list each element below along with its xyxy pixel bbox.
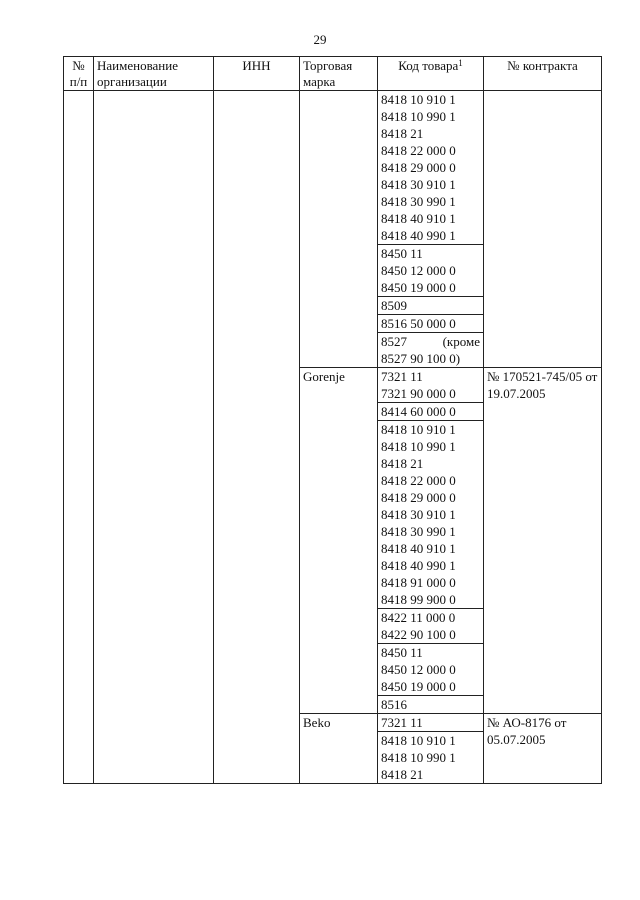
product-code: 8418 30 990 1 xyxy=(381,524,456,539)
code-group xyxy=(378,714,483,732)
product-code: 8418 21 xyxy=(381,456,424,471)
product-code: 8450 12 000 0 xyxy=(381,263,456,278)
header-contract: № контракта xyxy=(484,57,602,91)
header-brand: Торговая марка xyxy=(300,57,378,91)
cell-brand: Gorenje xyxy=(300,368,378,714)
product-code: 8418 40 990 1 xyxy=(381,558,456,573)
page-number: 29 xyxy=(313,32,327,47)
cell-contract xyxy=(484,91,602,368)
cell-brand xyxy=(300,91,378,368)
companies-table xyxy=(63,56,602,784)
code-group xyxy=(378,732,483,783)
header-organization: Наименование организации xyxy=(94,57,214,91)
product-code: 8418 30 910 1 xyxy=(381,507,456,522)
code-group xyxy=(378,245,483,297)
product-code: 8418 99 900 0 xyxy=(381,592,456,607)
cell-organization xyxy=(94,91,214,784)
cell-number xyxy=(64,91,94,784)
product-code: 8418 10 910 1 xyxy=(381,733,456,748)
product-code: 8418 22 000 0 xyxy=(381,143,456,158)
product-code: 8418 21 xyxy=(381,126,424,141)
cell-brand: Beko xyxy=(300,714,378,784)
code-group xyxy=(378,609,483,644)
code-group xyxy=(378,315,483,333)
product-code: 8418 91 000 0 xyxy=(381,575,456,590)
code-group xyxy=(378,421,483,609)
cell-contract: № АО-8176 от 05.07.2005 xyxy=(484,714,602,784)
header-number: № п/п xyxy=(64,57,94,91)
product-code: 8450 12 000 0 xyxy=(381,662,456,677)
cell-product-codes xyxy=(378,714,484,784)
product-code: 7321 11 xyxy=(381,715,423,730)
code-group xyxy=(378,696,483,713)
cell-product-codes xyxy=(378,368,484,714)
product-code: 8418 10 990 1 xyxy=(381,439,456,454)
code-group xyxy=(378,91,483,245)
product-code: 8516 50 000 0 xyxy=(381,316,456,331)
code-group xyxy=(378,368,483,403)
code-group xyxy=(378,403,483,421)
cell-inn xyxy=(214,91,300,784)
product-code: 8418 10 910 1 xyxy=(381,422,456,437)
code-group xyxy=(378,333,483,367)
product-code: 8418 10 990 1 xyxy=(381,109,456,124)
footnote-marker: 1 xyxy=(458,58,463,68)
product-code: 8418 30 910 1 xyxy=(381,177,456,192)
product-code: 8418 21 xyxy=(381,767,424,782)
product-code: 8418 30 990 1 xyxy=(381,194,456,209)
product-code: 8450 11 xyxy=(381,246,423,261)
product-code: 8418 10 910 1 xyxy=(381,92,456,107)
product-code: 8414 60 000 0 xyxy=(381,404,456,419)
product-code: 8450 19 000 0 xyxy=(381,679,456,694)
product-code: 8418 29 000 0 xyxy=(381,490,456,505)
product-code: 8418 40 990 1 xyxy=(381,228,456,243)
product-code: 8422 11 000 0 xyxy=(381,610,456,625)
product-code: 8527 90 100 0) xyxy=(381,351,461,366)
header-product-code-label: Код товара xyxy=(398,58,459,73)
product-code: 8418 29 000 0 xyxy=(381,160,456,175)
product-code: 8422 90 100 0 xyxy=(381,627,456,642)
header-product-code xyxy=(378,57,484,91)
product-code: 8450 19 000 0 xyxy=(381,280,456,295)
code-group xyxy=(378,644,483,696)
product-code: 8527 (кроме xyxy=(381,334,480,349)
header-inn: ИНН xyxy=(214,57,300,91)
product-code: 8418 22 000 0 xyxy=(381,473,456,488)
product-code: 8450 11 xyxy=(381,645,423,660)
code-group xyxy=(378,297,483,315)
cell-contract: № 170521-745/05 от 19.07.2005 xyxy=(484,368,602,714)
product-code: 8418 40 910 1 xyxy=(381,211,456,226)
product-code: 8516 xyxy=(381,697,407,712)
cell-product-codes xyxy=(378,91,484,368)
product-code: 8418 10 990 1 xyxy=(381,750,456,765)
product-code: 7321 11 xyxy=(381,369,423,384)
product-code: 8509 xyxy=(381,298,407,313)
product-code: 8418 40 910 1 xyxy=(381,541,456,556)
table-row xyxy=(64,91,602,368)
table-header-row xyxy=(64,57,602,91)
product-code: 7321 90 000 0 xyxy=(381,386,456,401)
